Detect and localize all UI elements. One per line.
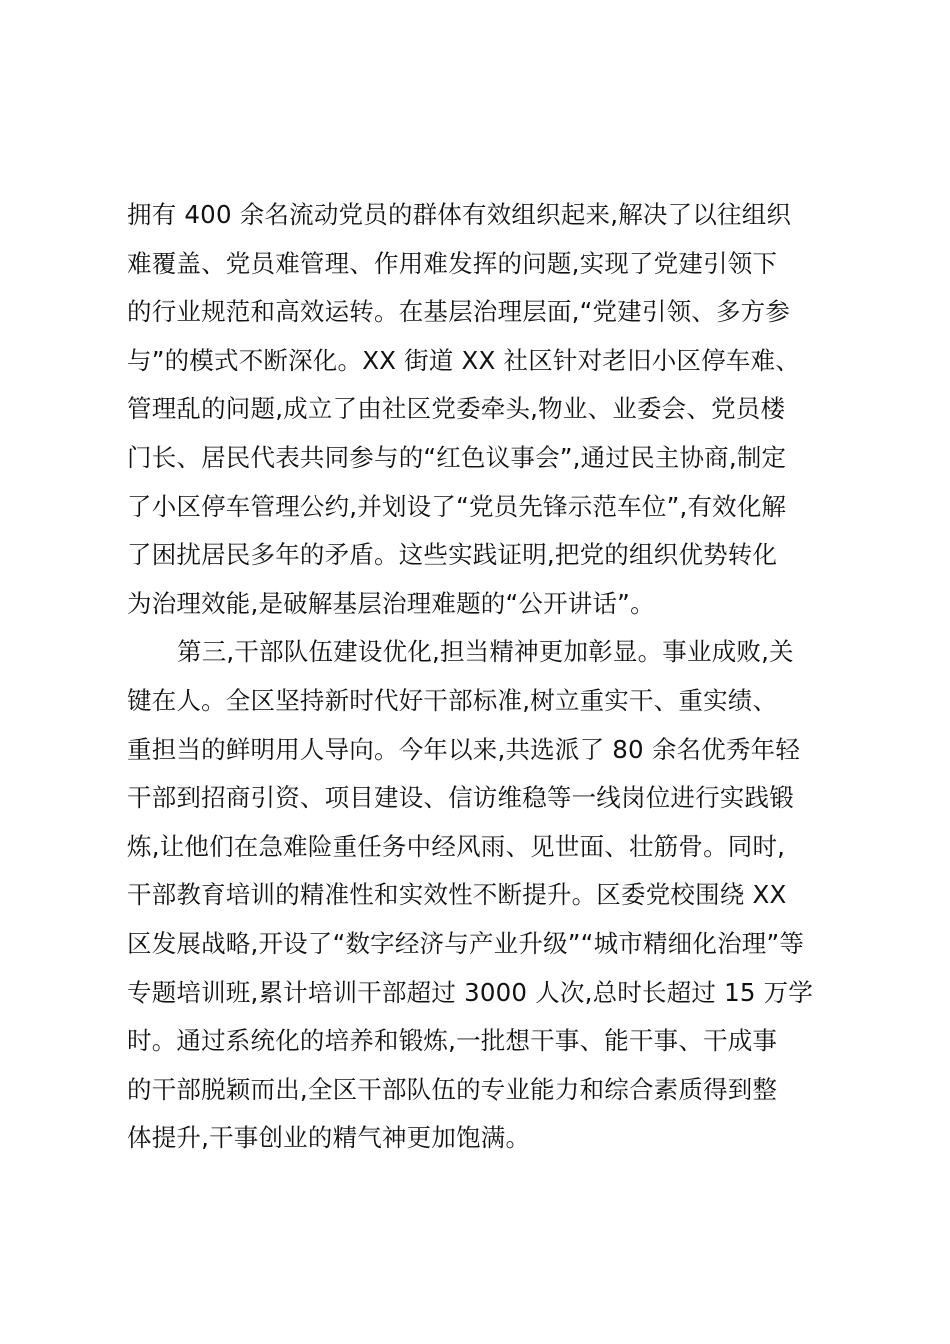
text-line: 为治理效能,是破解基层治理难题的“公开讲话”。 xyxy=(127,588,655,618)
text-line: 体提升,干事创业的精气神更加饱满。 xyxy=(127,1123,531,1153)
paragraph-continued xyxy=(127,191,827,628)
paragraph-third xyxy=(127,628,827,1163)
text-line: 干部到招商引资、项目建设、信访维稳等一线岗位进行实践锻 xyxy=(127,783,794,813)
text-line: 与”的模式不断深化。XX 街道 XX 社区针对老旧小区停车难、 xyxy=(127,345,800,375)
text-line: 时。通过系统化的培养和锻炼,一批想干事、能干事、干成事 xyxy=(127,1026,778,1056)
text-line-first: 第三,干部队伍建设优化,担当精神更加彰显。事业成败,关 xyxy=(177,637,794,667)
text-line: 的行业规范和高效运转。在基层治理层面,“党建引领、多方参 xyxy=(127,297,791,327)
text-line: 了困扰居民多年的矛盾。这些实践证明,把党的组织优势转化 xyxy=(127,540,778,570)
text-line: 难覆盖、党员难管理、作用难发挥的问题,实现了党建引领下 xyxy=(127,248,778,278)
text-line: 门长、居民代表共同参与的“红色议事会”,通过民主协商,制定 xyxy=(127,442,787,472)
text-line: 炼,让他们在急难险重任务中经风雨、见世面、壮筋骨。同时, xyxy=(127,831,786,861)
text-line: 干部教育培训的精准性和实效性不断提升。区委党校围绕 XX xyxy=(127,880,787,910)
text-line: 专题培训班,累计培训干部超过 3000 人次,总时长超过 15 万学 xyxy=(127,977,814,1007)
document-body xyxy=(127,191,827,1163)
text-line: 的干部脱颖而出,全区干部队伍的专业能力和综合素质得到整 xyxy=(127,1074,778,1104)
text-line: 区发展战略,开设了“数字经济与产业升级”“城市精细化治理”等 xyxy=(127,928,805,958)
text-line: 拥有 400 余名流动党员的群体有效组织起来,解决了以往组织 xyxy=(127,200,792,229)
text-line: 了小区停车管理公约,并划设了“党员先锋示范车位”,有效化解 xyxy=(127,491,787,521)
text-line: 管理乱的问题,成立了由社区党委牵头,物业、业委会、党员楼 xyxy=(127,394,786,424)
text-line: 键在人。全区坚持新时代好干部标准,树立重实干、重实绩、 xyxy=(127,685,778,715)
text-line: 重担当的鲜明用人导向。今年以来,共选派了 80 余名优秀年轻 xyxy=(127,734,801,764)
